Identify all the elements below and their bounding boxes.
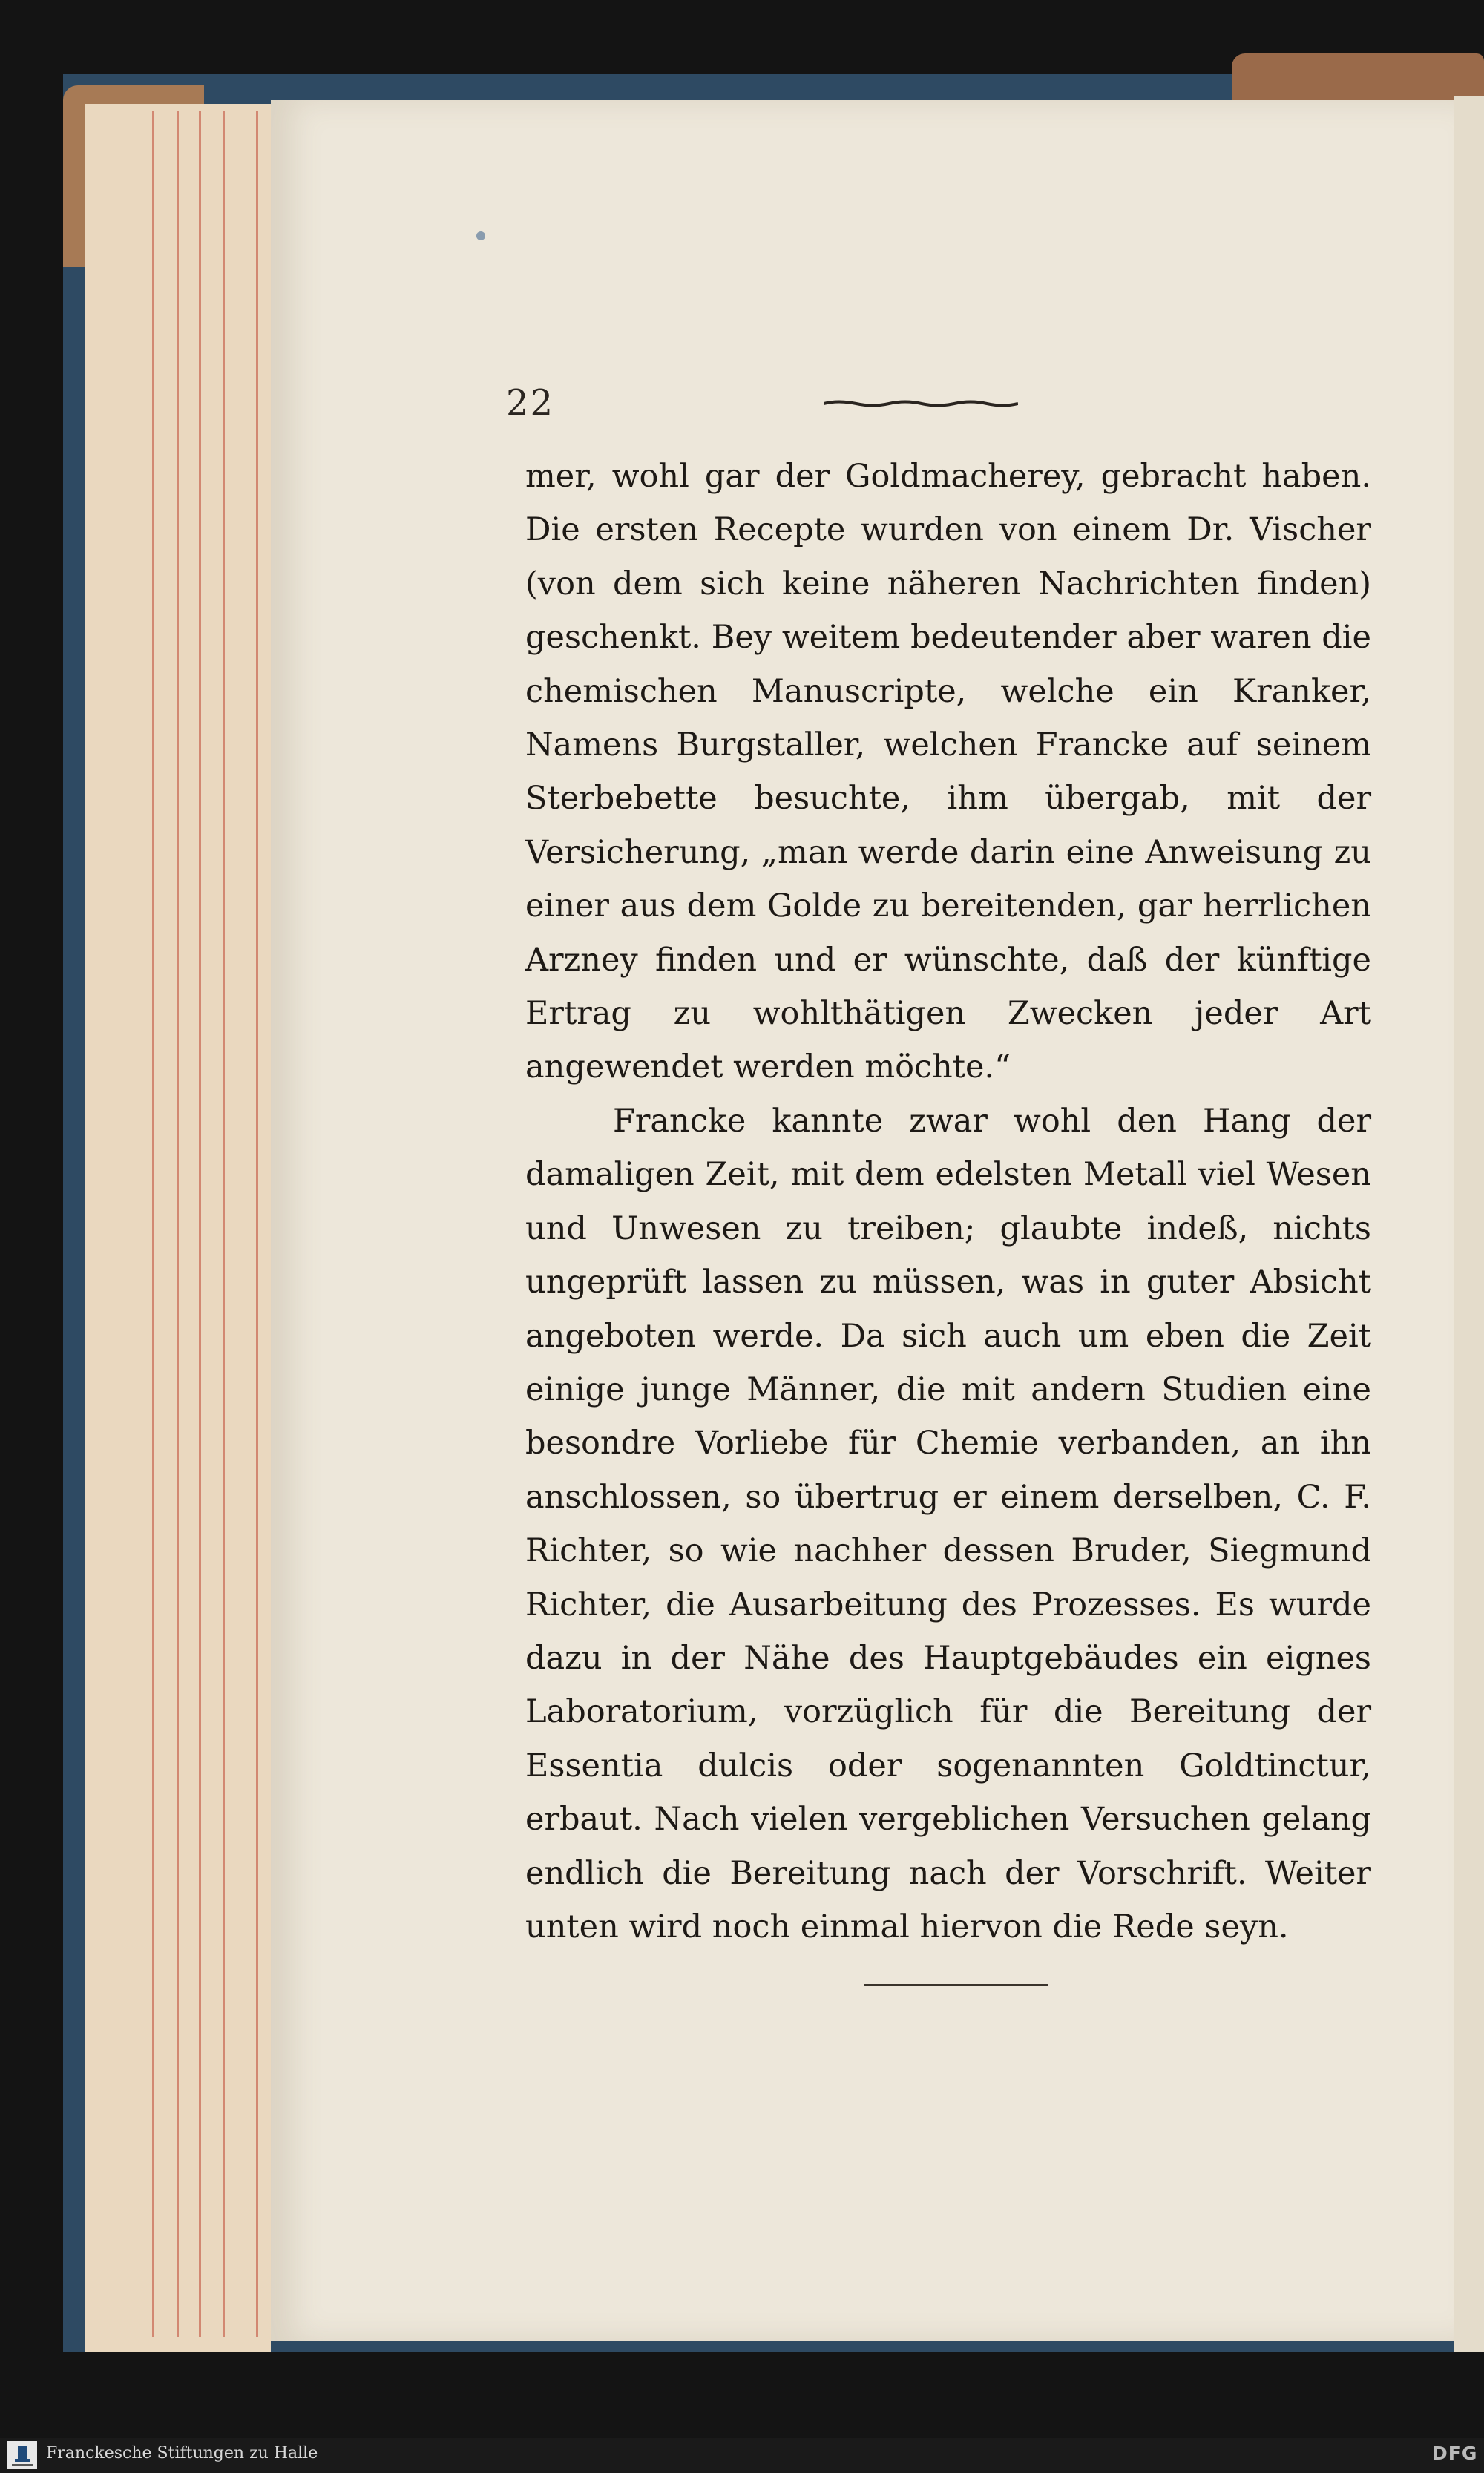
page-edge-line xyxy=(152,111,154,2337)
body-text xyxy=(525,450,1371,1954)
page-number: 22 xyxy=(506,382,555,424)
institution-name: Franckesche Stiftungen zu Halle xyxy=(46,2444,318,2463)
paragraph-2: Francke kannte zwar wohl den Hang der damaligen Zeit, mit dem edelsten Metall viel Wesen und Unwesen zu treiben; glaubte indeß, nichts ungeprüft lassen zu müssen, was in guter Absicht angeboten werde. Da sich auch um eben die Zeit einige junge Männer, die mit andern Studien eine besondre Vorliebe für Chemie verbanden, an ihn anschlossen, so übertrug er einem derselben, C. F. Richter, so wie nachher dessen Bruder, Siegmund Richter, die Ausarbeitung des Prozesses. Es wurde dazu in der Nähe des Hauptgebäudes ein eignes Laboratorium, vorzüglich für die Bereitung der Essentia dulcis oder sogenannten Goldtinctur, erbaut. Nach vielen vergeblichen Versuchen gelang endlich die Bereitung nach der Vorschrift. Weiter unten wird noch einmal hiervon die Rede seyn. xyxy=(525,1102,1371,1945)
end-rule xyxy=(864,1984,1048,1986)
paper-stain xyxy=(476,231,485,240)
page-edge-line xyxy=(199,111,201,2337)
funder-label: DFG xyxy=(1432,2443,1478,2464)
paragraph-1: mer, wohl gar der Goldmacherey, gebracht haben. Die ersten Recepte wurden von einem Dr. Vischer (von dem sich keine näheren Nachrichten finden) geschenkt. Bey weitem bedeutender aber waren die chemischen Manuscripte, welche ein Kranker, Namens Burgstaller, welchen Francke auf seinem Sterbebette besuchte, ihm übergab, mit der Versicherung, „man werde darin eine Anweisung zu einer aus dem Golde zu bereitenden, gar herrlichen Arzney finden und er wünschte, daß der künftige Ertrag zu wohlthätigen Zwecken jeder Art angewendet werden möchte.“ xyxy=(525,458,1371,1086)
page-edge-line xyxy=(256,111,258,2337)
institution-logo-icon xyxy=(7,2441,37,2469)
facing-page-edge xyxy=(1454,96,1484,2352)
header-ornament xyxy=(824,399,1018,408)
page-edge-line xyxy=(223,111,225,2337)
page-edge-line xyxy=(177,111,179,2337)
worn-cover-edge xyxy=(1232,53,1484,105)
